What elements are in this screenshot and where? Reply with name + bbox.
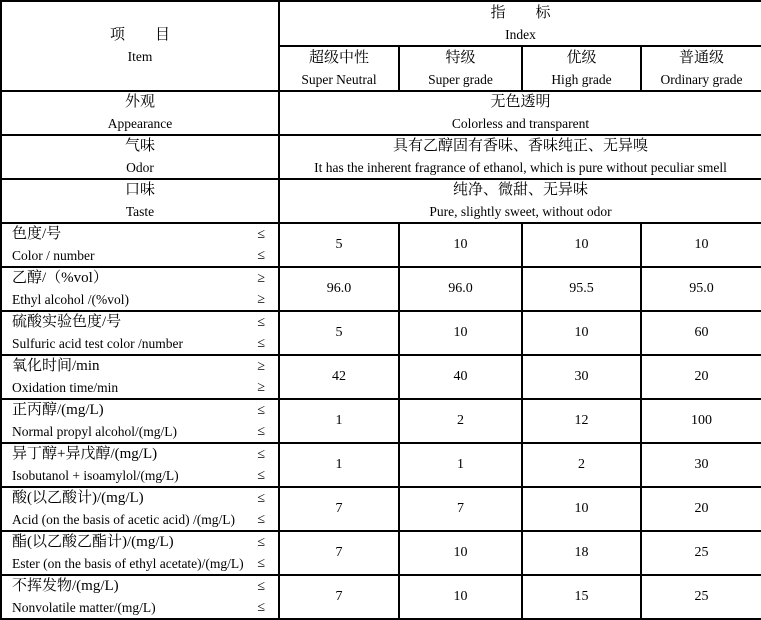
value-cell: 60	[641, 311, 761, 355]
value-cell	[279, 179, 761, 223]
value-zh: 无色透明	[490, 94, 551, 110]
item-cell	[1, 267, 279, 311]
limit-symbol: ≤	[257, 226, 265, 242]
value-zh: 具有乙醇固有香味、香味纯正、无异嗅	[393, 138, 649, 154]
item-cell	[1, 355, 279, 399]
value-cell	[279, 91, 761, 135]
index-header-cell	[279, 1, 761, 46]
item-en: Nonvolatile matter/(mg/L)	[12, 600, 156, 615]
item-zh: 色度/号	[12, 226, 62, 242]
grade-header-high-grade	[522, 46, 641, 91]
limit-symbol: ≤	[257, 511, 265, 527]
grade-zh: 普通级	[679, 49, 725, 66]
item-zh: 硫酸实验色度/号	[12, 314, 122, 330]
index-header-en: Index	[505, 26, 536, 42]
value-cell: 2	[522, 443, 641, 487]
item-header-zh: 项 目	[109, 27, 170, 43]
item-cell	[1, 399, 279, 443]
item-en: Sulfuric acid test color /number	[12, 336, 183, 351]
limit-symbol: ≤	[257, 402, 265, 418]
item-zh: 乙醇/（%vol）	[12, 270, 108, 286]
item-en: Normal propyl alcohol/(mg/L)	[12, 424, 177, 439]
item-en: Ethyl alcohol /(%vol)	[12, 292, 129, 307]
item-cell	[1, 91, 279, 135]
limit-symbol: ≤	[257, 599, 265, 615]
value-cell: 10	[399, 575, 522, 619]
value-cell: 5	[279, 311, 399, 355]
value-cell: 1	[399, 443, 522, 487]
spec-row-odor	[1, 135, 761, 179]
limit-symbol: ≥	[257, 270, 265, 286]
limit-symbol: ≥	[257, 291, 265, 307]
value-cell: 30	[641, 443, 761, 487]
value-cell: 12	[522, 399, 641, 443]
item-zh: 外观	[124, 94, 155, 110]
item-cell	[1, 575, 279, 619]
spec-row-acid	[1, 487, 761, 531]
value-cell: 15	[522, 575, 641, 619]
item-header-cell	[1, 1, 279, 91]
value-cell: 25	[641, 531, 761, 575]
item-cell	[1, 135, 279, 179]
item-cell	[1, 531, 279, 575]
spec-row-oxidation-time	[1, 355, 761, 399]
grade-zh: 特级	[445, 49, 476, 66]
spec-row-ethyl-alcohol	[1, 267, 761, 311]
spec-row-color-number	[1, 223, 761, 267]
spec-row-appearance	[1, 91, 761, 135]
spec-row-sulfuric-acid-test	[1, 311, 761, 355]
limit-symbol: ≤	[257, 555, 265, 571]
value-cell	[279, 135, 761, 179]
item-zh: 氧化时间/min	[12, 358, 100, 374]
limit-symbol: ≤	[257, 534, 265, 550]
item-en: Odor	[126, 160, 154, 175]
item-zh: 异丁醇+异戊醇/(mg/L)	[12, 446, 158, 462]
grade-header-super-neutral	[279, 46, 399, 91]
value-cell: 7	[279, 531, 399, 575]
value-cell: 20	[641, 355, 761, 399]
limit-symbol: ≤	[257, 490, 265, 506]
grade-zh: 优级	[566, 49, 597, 66]
item-en: Oxidation time/min	[12, 380, 119, 395]
value-cell: 10	[641, 223, 761, 267]
value-cell: 10	[522, 223, 641, 267]
item-zh: 口味	[124, 182, 155, 198]
item-zh: 气味	[124, 138, 155, 154]
limit-symbol: ≤	[257, 314, 265, 330]
limit-symbol: ≤	[257, 467, 265, 483]
item-cell	[1, 223, 279, 267]
value-cell: 95.5	[522, 267, 641, 311]
grade-en: High grade	[551, 71, 612, 87]
value-cell: 10	[522, 311, 641, 355]
limit-symbol: ≥	[257, 379, 265, 395]
item-zh: 酸(以乙酸计)/(mg/L)	[12, 490, 144, 506]
item-cell	[1, 443, 279, 487]
value-cell: 1	[279, 443, 399, 487]
item-cell	[1, 487, 279, 531]
value-cell: 25	[641, 575, 761, 619]
value-cell: 20	[641, 487, 761, 531]
value-en: Pure, slightly sweet, without odor	[429, 204, 612, 219]
item-zh: 酯(以乙酸乙酯计)/(mg/L)	[12, 534, 174, 550]
value-en: It has the inherent fragrance of ethanol, which is pure without peculiar smell	[314, 160, 727, 175]
item-header-en: Item	[127, 49, 153, 64]
spec-row-taste	[1, 179, 761, 223]
value-cell: 2	[399, 399, 522, 443]
value-cell: 40	[399, 355, 522, 399]
item-cell	[1, 311, 279, 355]
grade-header-super-grade	[399, 46, 522, 91]
value-cell: 42	[279, 355, 399, 399]
grade-header-ordinary-grade	[641, 46, 761, 91]
item-en: Acid (on the basis of acetic acid) /(mg/L)	[12, 512, 236, 527]
value-en: Colorless and transparent	[451, 116, 590, 131]
grade-en: Super Neutral	[301, 71, 377, 87]
index-header-zh: 指 标	[490, 4, 551, 21]
item-en: Taste	[125, 204, 155, 219]
limit-symbol: ≥	[257, 358, 265, 374]
item-en: Appearance	[107, 116, 173, 131]
spec-row-normal-propyl-alcohol	[1, 399, 761, 443]
item-en: Ester (on the basis of ethyl acetate)/(mg/L)	[12, 556, 244, 571]
spec-row-isobutanol-isoamylol	[1, 443, 761, 487]
value-cell: 5	[279, 223, 399, 267]
limit-symbol: ≤	[257, 446, 265, 462]
value-cell: 10	[399, 311, 522, 355]
grade-zh: 超级中性	[308, 49, 369, 66]
value-cell: 7	[279, 487, 399, 531]
value-cell: 10	[522, 487, 641, 531]
limit-symbol: ≤	[257, 423, 265, 439]
value-cell: 18	[522, 531, 641, 575]
spec-row-nonvolatile-matter	[1, 575, 761, 619]
item-en: Isobutanol + isoamylol/(mg/L)	[12, 468, 179, 483]
value-cell: 30	[522, 355, 641, 399]
value-cell: 10	[399, 531, 522, 575]
value-cell: 7	[279, 575, 399, 619]
value-cell: 100	[641, 399, 761, 443]
value-cell: 96.0	[399, 267, 522, 311]
value-cell: 96.0	[279, 267, 399, 311]
value-cell: 1	[279, 399, 399, 443]
item-cell	[1, 179, 279, 223]
item-zh: 正丙醇/(mg/L)	[12, 402, 104, 418]
item-en: Color / number	[12, 248, 95, 263]
limit-symbol: ≤	[257, 335, 265, 351]
value-cell: 95.0	[641, 267, 761, 311]
grade-en: Super grade	[428, 71, 493, 87]
value-zh: 纯净、微甜、无异味	[453, 182, 589, 198]
spec-row-ester	[1, 531, 761, 575]
header-row-index	[1, 1, 761, 46]
value-cell: 10	[399, 223, 522, 267]
item-zh: 不挥发物/(mg/L)	[12, 578, 119, 594]
grade-en: Ordinary grade	[660, 71, 743, 87]
value-cell: 7	[399, 487, 522, 531]
limit-symbol: ≤	[257, 247, 265, 263]
limit-symbol: ≤	[257, 578, 265, 594]
